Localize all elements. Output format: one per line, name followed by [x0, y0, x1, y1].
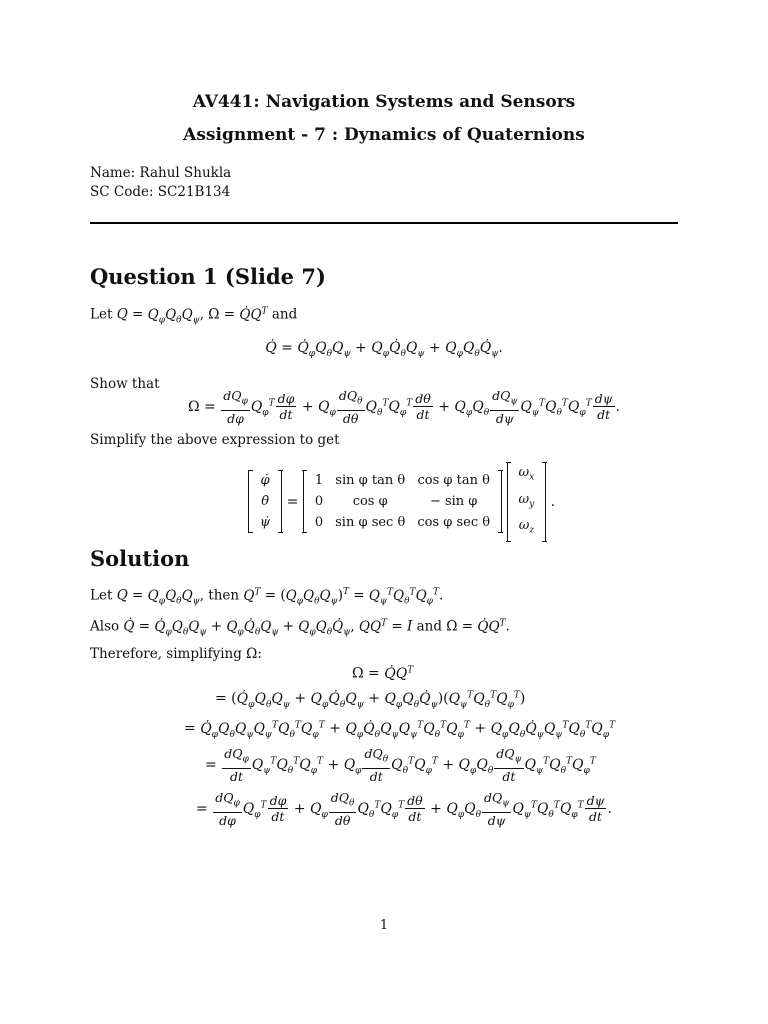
page-number: 1: [379, 918, 389, 933]
question-heading: Question 1 (Slide 7): [90, 264, 326, 289]
qdot-equation: Q̇ = $Q̇_\varphi Q_\theta Q_\psi$ + $Q_\varphi Q̇_\theta Q_\psi$ + $Q_\varphi Q_\theta Q̇_\psi$.: [265, 340, 503, 359]
author-name: Name: Rahul Shukla: [90, 165, 232, 181]
solution-heading: Solution: [90, 546, 190, 571]
course-title: AV441: Navigation Systems and Sensors: [192, 92, 576, 112]
matrix-cell: 0: [314, 494, 324, 510]
show-that-label: Show that: [90, 376, 160, 392]
line2-and: and: [416, 618, 442, 635]
sc-code: SC Code: SC21B134: [90, 184, 231, 200]
matrix-cell: 0: [314, 515, 324, 531]
matrix-cell: cos φ tan θ: [417, 473, 490, 489]
solution-line-2: Also Q̇ = $Q̇_\varphi Q_\theta Q_\psi$ + $Q_\varphi Q̇_\theta Q_\psi$ + $Q_\varphi Q_\theta Q̇_\psi$, $QQ^T = I$ and $\Omega = Q̇Q^T$.: [90, 618, 510, 638]
line2-prefix: Also: [90, 618, 120, 635]
solution-line-1: Let $Q = Q_\varphi Q_\theta Q_\psi$, then $Q^T = (Q_\varphi Q_\theta Q_\psi)^T = Q_\psi^TQ_\theta^TQ_\varphi^T$.: [90, 587, 444, 607]
matrix-cell: 1: [314, 473, 324, 489]
matrix-row: [309, 512, 496, 533]
euler-rate-vector: φ̇ θ̇ ψ̇: [248, 470, 282, 533]
matrix-row: [309, 491, 496, 512]
simplify-label: Simplify the above expression to get: [90, 432, 340, 448]
derivation-step-2: = ($Q̇_\varphi Q_\theta Q_\psi$ + $Q_\varphi Q̇_\theta Q_\psi$ + $Q_\varphi Q_\theta Q̇_\psi)(Q_\psi^TQ_\theta^TQ_\varphi^T)$: [215, 690, 526, 710]
euler-rate-equation: φ̇ θ̇ ψ̇ = 1 sin φ tan θ cos φ tan θ 0 cos φ − sin φ 0 sin φ sec θ cos φ sec θ $\omega_x$ $\omega_y$ $\omega_z$ .: [248, 462, 555, 542]
assignment-title: Assignment - 7 : Dynamics of Quaternions: [183, 125, 585, 145]
matrix-cell: cos φ sec θ: [417, 515, 491, 531]
transformation-matrix: [303, 470, 502, 533]
derivation-step-4: = $\frac{dQ_\varphi}{dt}$ $Q_\psi^TQ_\theta^TQ_\varphi^T + Q_\varphi$ $\frac{dQ_\theta}{dt}$ $Q_\theta^TQ_\varphi^T + Q_\varphi Q_\theta$ $\frac{dQ_\psi}{dt}$ $Q_\psi^TQ_\theta^TQ_\varphi^T$: [205, 746, 596, 784]
solution-line-3: Therefore, simplifying Ω:: [90, 646, 262, 662]
question-intro: Let $Q = Q_\varphi Q_\theta Q_\psi$, $\Omega = Q̇Q^T$ and: [90, 306, 298, 326]
omega-target-equation: Ω = $\frac{dQ_\varphi}{d\varphi}$ $Q_\varphi^T$ $\frac{d\varphi}{dt}$ + $Q_\varphi$ $\frac{dQ_\theta}{d\theta}$ $Q_\theta^TQ_\varphi^T$ $\frac{d\theta}{dt}$ + $Q_\varphi Q_\theta$ $\frac{dQ_\psi}{d\psi}$ $Q_\psi^TQ_\theta^TQ_\varphi^T$ $\frac{d\psi}{dt}$ .: [188, 388, 620, 426]
line1-mid: , then: [199, 587, 240, 604]
matrix-cell: cos φ: [352, 494, 388, 510]
intro-prefix: Let: [90, 306, 113, 323]
angular-velocity-vector: $\omega_x$ $\omega_y$ $\omega_z$: [507, 462, 547, 542]
matrix-cell: sin φ tan θ: [335, 473, 406, 489]
horizontal-rule: [90, 222, 678, 224]
derivation-step-1: $\Omega = Q̇Q^T$: [352, 665, 414, 682]
line1-prefix: Let: [90, 587, 113, 604]
intro-suffix: and: [271, 306, 298, 323]
matrix-row: [309, 470, 496, 491]
derivation-step-5: = $\frac{dQ_\varphi}{d\varphi}$ $Q_\varphi^T$ $\frac{d\varphi}{dt}$ + $Q_\varphi$ $\frac{dQ_\theta}{d\theta}$ $Q_\theta^TQ_\varphi^T$ $\frac{d\theta}{dt}$ + $Q_\varphi Q_\theta$ $\frac{dQ_\psi}{d\psi}$ $Q_\psi^TQ_\theta^TQ_\varphi^T$ $\frac{d\psi}{dt}$ .: [196, 790, 612, 828]
matrix-cell: − sin φ: [429, 494, 478, 510]
derivation-step-3: = $Q̇_\varphi Q_\theta Q_\psi Q_\psi^TQ_\theta^TQ_\varphi^T$ + $Q_\varphi Q̇_\theta Q_\psi Q_\psi^TQ_\theta^TQ_\varphi^T$ + $Q_\varphi Q_\theta Q̇_\psi Q_\psi^TQ_\theta^TQ_\varphi^T$: [184, 720, 616, 740]
matrix-cell: sin φ sec θ: [335, 515, 406, 531]
